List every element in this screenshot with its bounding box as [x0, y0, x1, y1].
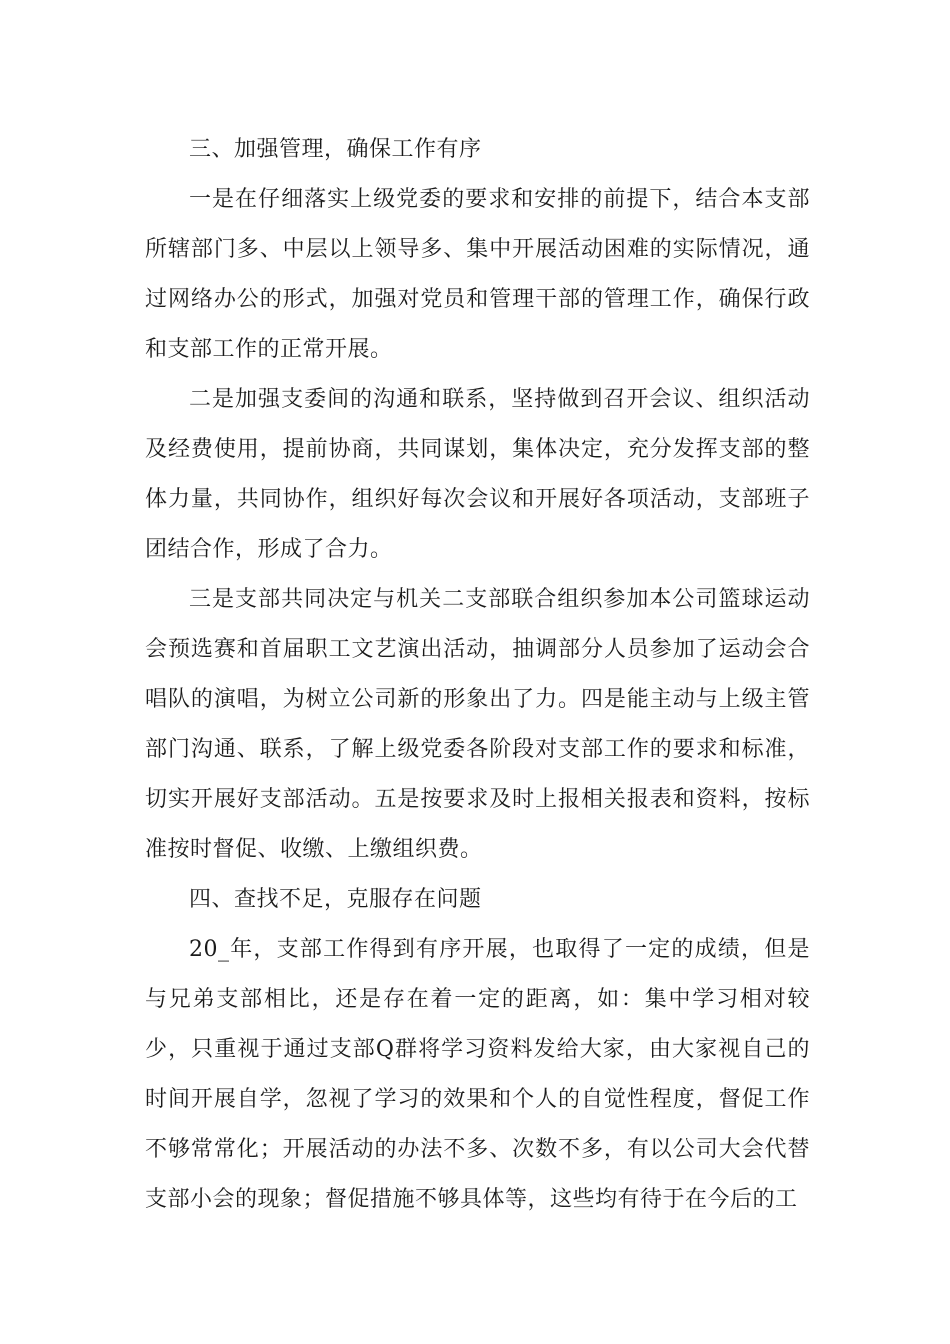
- paragraph-point-one: 一是在仔细落实上级党委的要求和安排的前提下，结合本支部所辖部门多、中层以上领导多、集中开展活动困难的实际情况，通过网络办公的形式，加强对党员和管理干部的管理工作，确保行政和支部工作的正常开展。: [145, 187, 810, 362]
- paragraph-point-three-to-five: 三是支部共同决定与机关二支部联合组织参加本公司篮球运动会预选赛和首届职工文艺演出活动，抽调部分人员参加了运动会合唱队的演唱，为树立公司新的形象出了力。四是能主动与上级主管部门沟通、联系，了解上级党委各阶段对支部工作的要求和标准，切实开展好支部活动。五是按要求及时上报相关报表和资料，按标准按时督促、收缴、上缴组织费。: [145, 587, 810, 862]
- section-heading-shortcomings: 四、查找不足，克服存在问题: [189, 887, 482, 912]
- section-heading-management: 三、加强管理，确保工作有序: [189, 137, 482, 162]
- paragraph-shortcomings: 20_年，支部工作得到有序开展，也取得了一定的成绩，但是与兄弟支部相比，还是存在着一定的距离，如：集中学习相对较少，只重视于通过支部Q群将学习资料发给大家，由大家视自己的时间开展自学，忽视了学习的效果和个人的自觉性程度，督促工作不够常常化；开展活动的办法不多、次数不多，有以公司大会代替支部小会的现象；督促措施不够具体等，这些均有待于在今后的工: [145, 937, 810, 1212]
- paragraph-point-two: 二是加强支委间的沟通和联系，坚持做到召开会议、组织活动及经费使用，提前协商，共同谋划，集体决定，充分发挥支部的整体力量，共同协作，组织好每次会议和开展好各项活动，支部班子团结合作，形成了合力。: [145, 387, 810, 562]
- document-body: [145, 125, 810, 1225]
